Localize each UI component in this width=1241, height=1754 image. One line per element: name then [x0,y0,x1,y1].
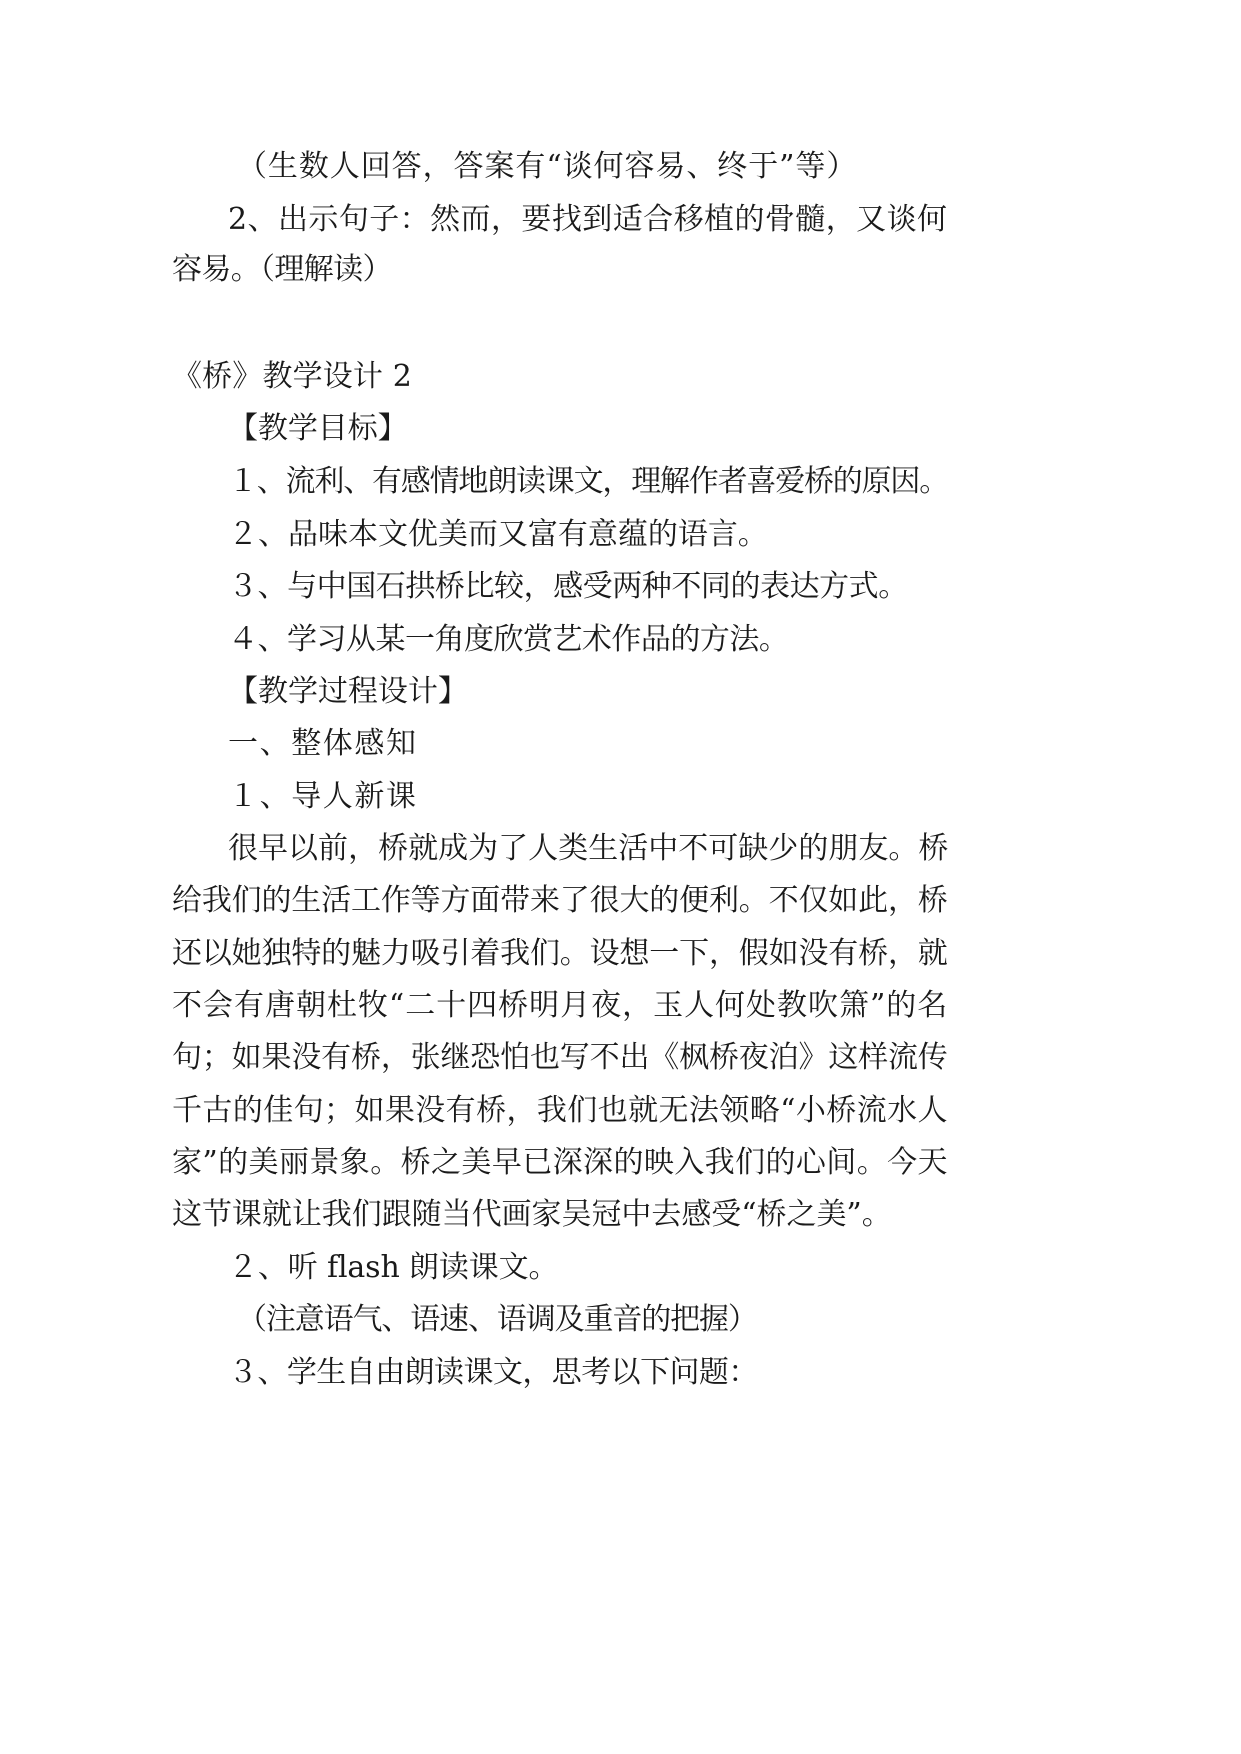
answer-note-line: （生数人回答，答案有“谈何容易、终于”等） [237,149,858,184]
intro-paragraph-line-5: 句；如果没有桥，张继恐怕也写不出《枫桥夜泊》这样流传 [172,1040,948,1075]
section-title: 《桥》教学设计 2 [172,359,413,394]
intro-paragraph-line-3: 还以她独特的魅力吸引着我们。设想一下，假如没有桥，就 [172,936,948,971]
teaching-goals-heading: 【教学目标】 [228,411,408,446]
reading-note-line: （注意语气、语速、语调及重音的把握） [237,1302,757,1337]
intro-paragraph-line-2: 给我们的生活工作等方面带来了很大的便利。不仅如此，桥 [172,883,948,918]
goal-item-2: ２、品味本文优美而又富有意蕴的语言。 [228,517,768,552]
sentence-prompt-continuation: 容易。（理解读） [172,252,392,287]
process-design-heading: 【教学过程设计】 [228,674,468,709]
part-one-heading: 一、整体感知 [228,726,418,761]
intro-paragraph-line-7: 家”的美丽景象。桥之美早已深深的映入我们的心间。今天 [172,1145,948,1180]
intro-paragraph-line-8: 这节课就让我们跟随当代画家吴冠中去感受“桥之美”。 [172,1197,892,1232]
goal-item-3: ３、与中国石拱桥比较，感受两种不同的表达方式。 [228,569,908,604]
step-3-heading: ３、学生自由朗读课文，思考以下问题： [228,1355,758,1390]
step-2-heading: ２、听 flash 朗读课文。 [228,1250,559,1285]
intro-paragraph-line-1: 很早以前，桥就成为了人类生活中不可缺少的朋友。桥 [228,831,949,866]
step-1-heading: １、导人新课 [228,779,418,814]
goal-item-1: １、流利、有感情地朗读课文，理解作者喜爱桥的原因。 [228,464,948,499]
goal-item-4: ４、学习从某一角度欣赏艺术作品的方法。 [228,622,789,657]
intro-paragraph-line-6: 千古的佳句；如果没有桥，我们也就无法领略“小桥流水人 [172,1093,948,1128]
sentence-prompt-line: 2、出示句子：然而，要找到适合移植的骨髓，又谈何 [228,202,948,237]
intro-paragraph-line-4: 不会有唐朝杜牧“二十四桥明月夜，玉人何处教吹箫”的名 [172,988,949,1023]
